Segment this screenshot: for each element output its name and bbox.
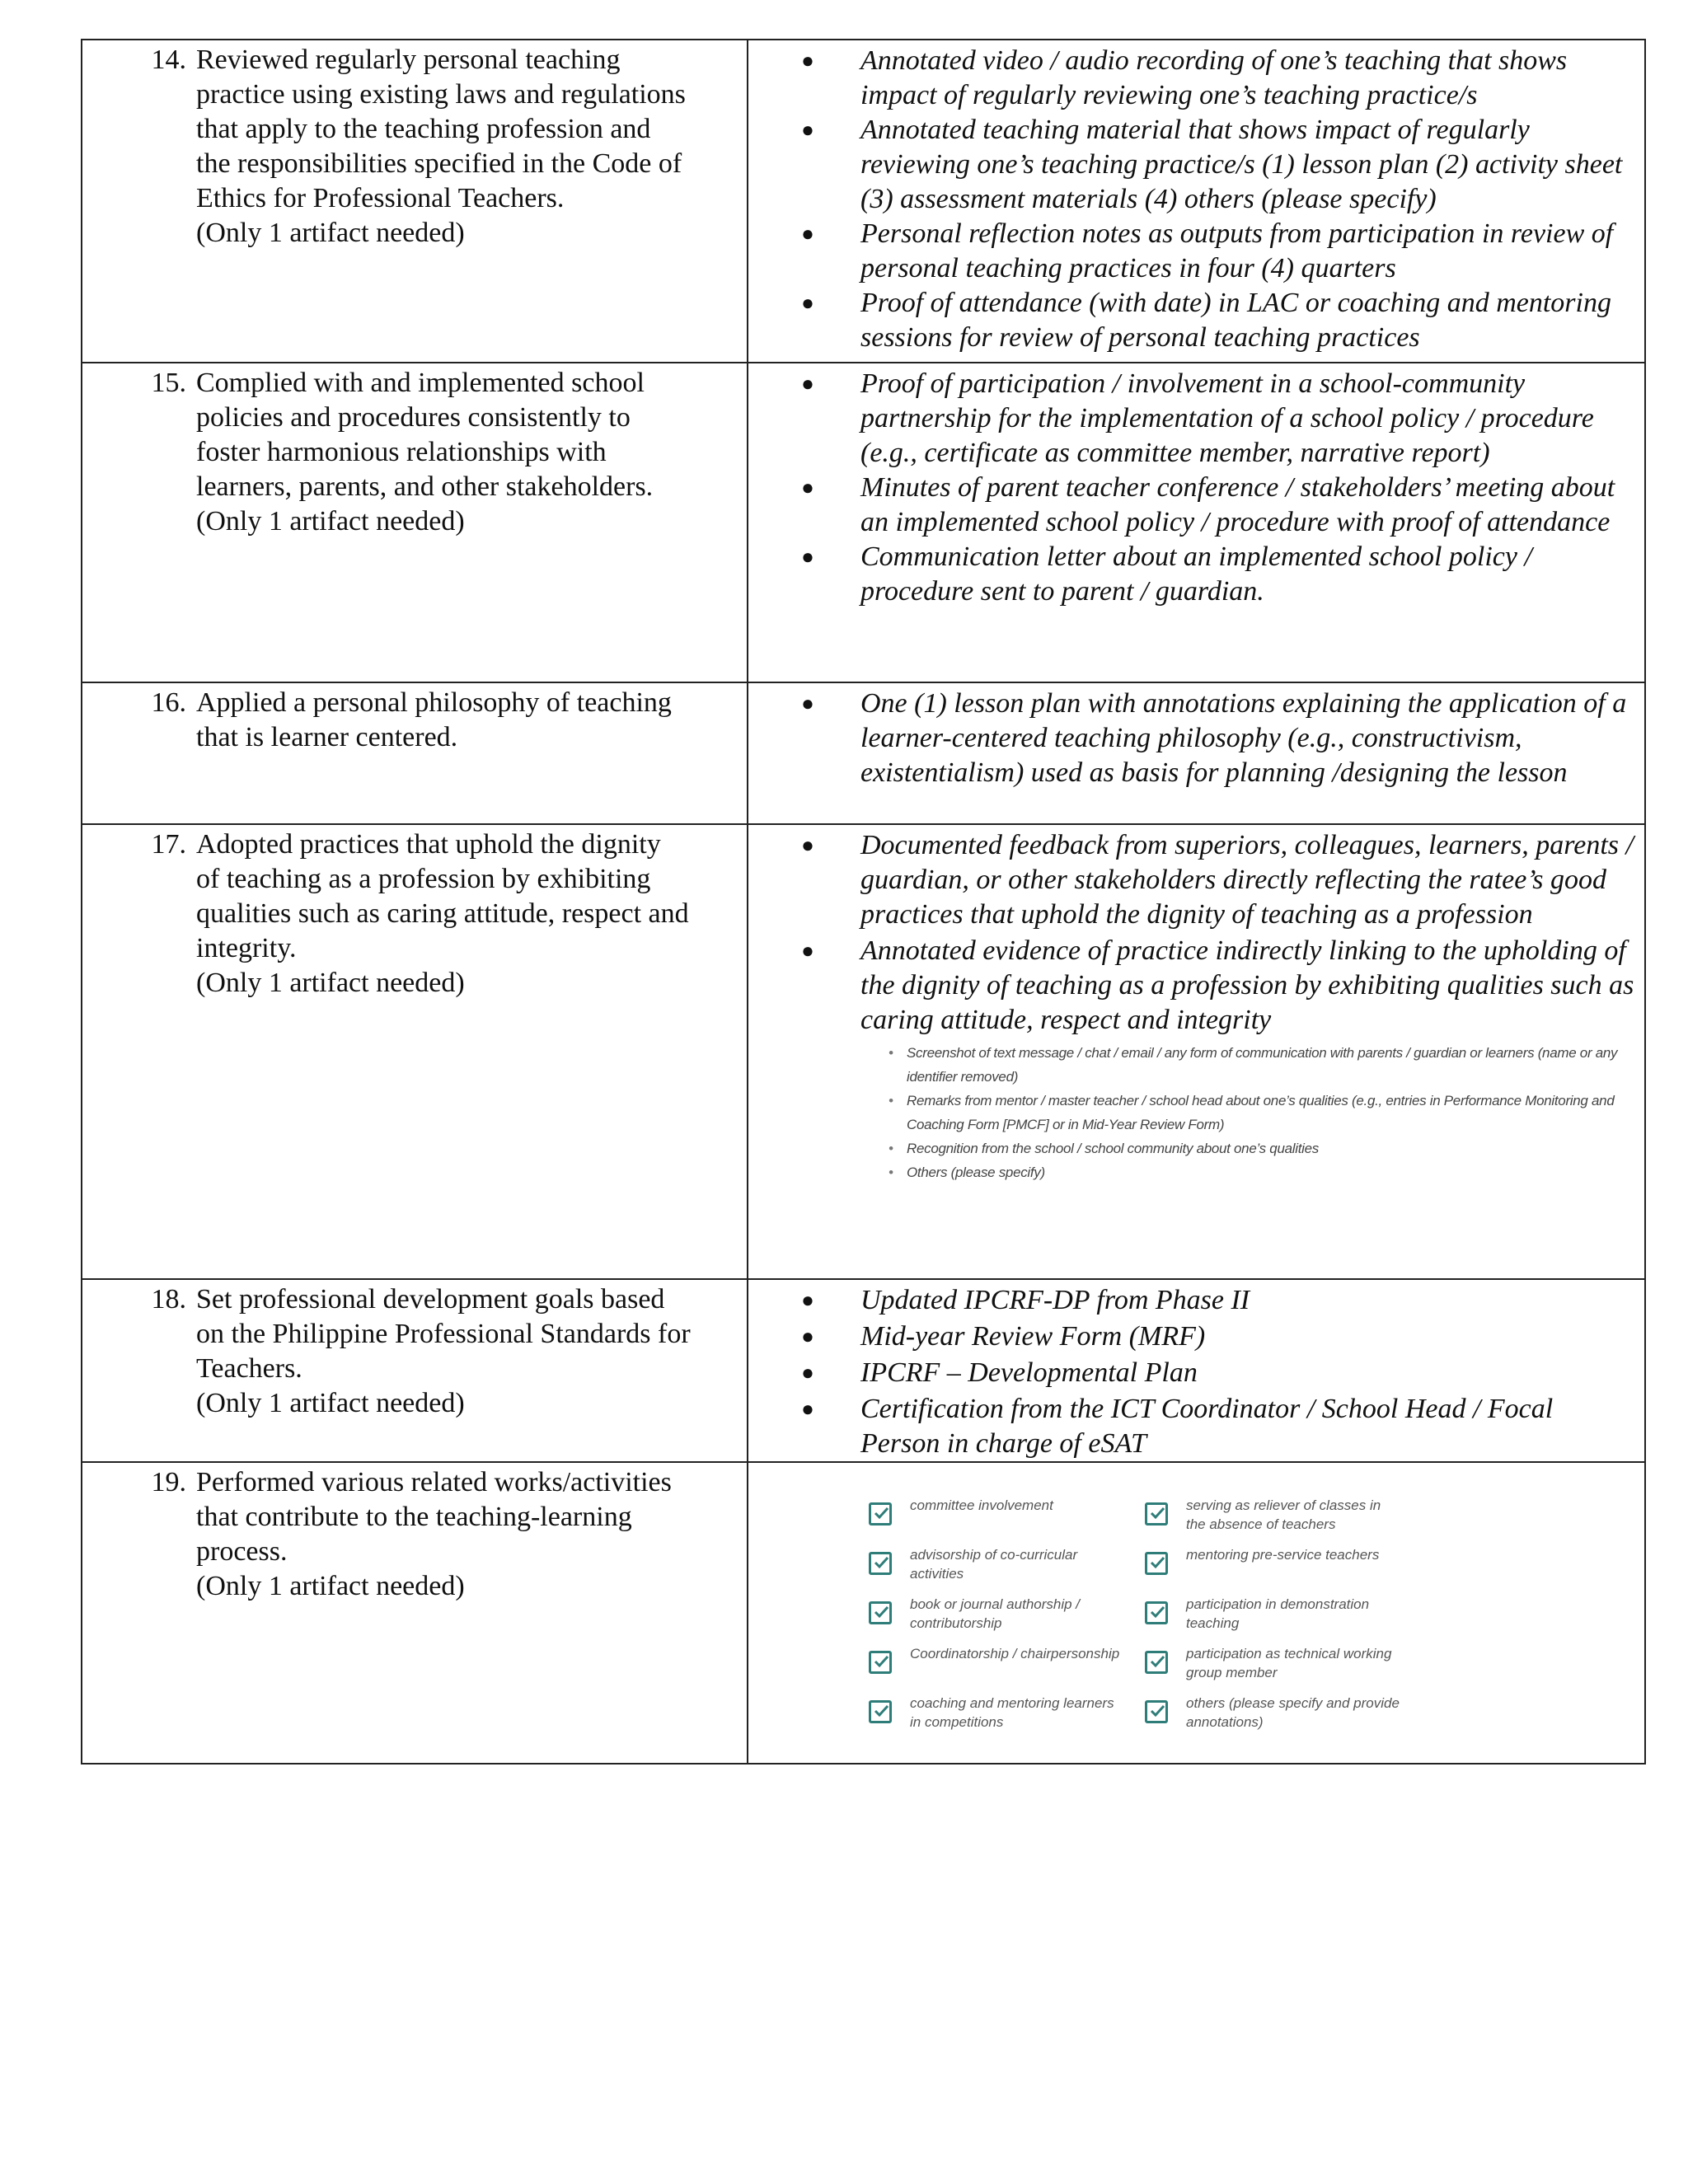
bullet-icon: ● [801, 372, 814, 396]
checklist-label: serving as reliever of classes in the absence of teachers [1186, 1497, 1381, 1532]
artifacts-cell [748, 1279, 1645, 1462]
document-page [81, 39, 1646, 1765]
checklist-label: participation in demonstration teaching [1186, 1596, 1370, 1631]
dash-icon: • [889, 1093, 893, 1108]
activity-checklist [869, 1496, 1644, 1738]
indicator-text [196, 366, 747, 539]
checkbox-checked-icon [1145, 1502, 1168, 1526]
indicator-cell [82, 40, 748, 363]
indicator-line: (Only 1 artifact needed) [196, 968, 465, 998]
table-row [82, 1279, 1645, 1462]
indicator-cell [82, 1462, 748, 1764]
sub-item-list [889, 1041, 1644, 1184]
indicator-line: process. [196, 1536, 288, 1567]
indicator-line: Adopted practices that uphold the dignity [196, 829, 661, 860]
indicator-line: Complied with and implemented school [196, 368, 645, 398]
indicator-text [196, 827, 747, 1001]
indicator-number: 16. [151, 687, 186, 718]
list-item [748, 934, 1644, 1038]
sub-item-text: Screenshot of text message / chat / email / any form of communication with parents / guardian or learners (name or any identifier removed) [907, 1045, 1618, 1085]
checkbox-checked-icon [1145, 1700, 1168, 1723]
indicator-line: (Only 1 artifact needed) [196, 506, 465, 537]
bullet-icon: ● [801, 1361, 814, 1385]
indicator-number: 17. [151, 829, 186, 860]
artifact-text: Minutes of parent teacher conference / stakeholders’ meeting about an implemented school policy / procedure with proof of attendance [860, 472, 1615, 537]
list-item [748, 540, 1644, 609]
indicator-line: Performed various related works/activities [196, 1467, 672, 1497]
sub-item [889, 1160, 1644, 1184]
indicator-text [196, 43, 747, 251]
checkbox-checked-icon [869, 1601, 892, 1624]
list-item [748, 471, 1644, 540]
indicator-line: of teaching as a profession by exhibiting [196, 864, 651, 894]
indicator-line: (Only 1 artifact needed) [196, 218, 465, 248]
artifact-text: Mid-year Review Form (MRF) [860, 1321, 1206, 1352]
dash-icon: • [889, 1165, 893, 1180]
indicator-line: practice using existing laws and regulations [196, 79, 686, 110]
indicator-line: on the Philippine Professional Standards for [196, 1319, 691, 1349]
sub-item [889, 1041, 1644, 1089]
table-row [82, 40, 1645, 363]
checklist-label: Coordinatorship / chairpersonship [910, 1646, 1120, 1661]
bullet-icon: ● [801, 939, 814, 963]
table-row [82, 824, 1645, 1279]
list-item [748, 1283, 1644, 1318]
table-row [82, 363, 1645, 682]
indicator-line: (Only 1 artifact needed) [196, 1388, 465, 1418]
checklist-item [1145, 1545, 1417, 1590]
artifact-text: One (1) lesson plan with annotations explaining the application of a learner-centered teaching philosophy (e.g., constructivism, existentialism) used as basis for planning /designing the lesson [860, 688, 1627, 788]
checklist-label: others (please specify and provide annotations) [1186, 1695, 1400, 1730]
checklist-item [1145, 1595, 1417, 1639]
checklist-label: mentoring pre-service teachers [1186, 1547, 1380, 1563]
bullet-icon: ● [801, 118, 814, 142]
indicator-number: 19. [151, 1467, 186, 1497]
indicator-line: Set professional development goals based [196, 1284, 665, 1315]
indicator-cell [82, 824, 748, 1279]
list-item [748, 1319, 1644, 1354]
artifact-text: Annotated video / audio recording of one’s teaching that shows impact of regularly reviewing one’s teaching practice/s [860, 45, 1568, 110]
indicator-text [196, 686, 747, 755]
artifact-text: Communication letter about an implemented school policy / procedure sent to parent / guardian. [860, 541, 1532, 607]
bullet-icon: ● [801, 1324, 814, 1348]
checklist-item [869, 1595, 1145, 1639]
bullet-icon: ● [801, 291, 814, 315]
bullet-icon: ● [801, 1397, 814, 1421]
indicator-number: 15. [151, 368, 186, 398]
list-item [748, 828, 1644, 932]
checklist-item [869, 1694, 1145, 1738]
list-item [748, 44, 1644, 113]
sub-item-text: Recognition from the school / school community about one’s qualities [907, 1141, 1319, 1156]
list-item [748, 1392, 1644, 1461]
checklist-label: participation as technical working group member [1186, 1646, 1392, 1680]
dash-icon: • [889, 1045, 893, 1061]
checkbox-checked-icon [869, 1651, 892, 1674]
sub-item [889, 1137, 1644, 1160]
checklist-item [1145, 1644, 1417, 1689]
list-item [748, 687, 1644, 790]
checkbox-checked-icon [869, 1552, 892, 1575]
artifacts-cell [748, 682, 1645, 824]
artifacts-cell [748, 824, 1645, 1279]
bullet-icon: ● [801, 222, 814, 246]
list-item [748, 367, 1644, 471]
bullet-icon: ● [801, 833, 814, 857]
indicator-cell [82, 363, 748, 682]
indicator-text [196, 1282, 747, 1421]
checklist-item [869, 1545, 1145, 1590]
indicator-line: Applied a personal philosophy of teaching [196, 687, 672, 718]
indicator-line: learners, parents, and other stakeholders. [196, 471, 654, 502]
artifacts-cell [748, 363, 1645, 682]
bullet-icon: ● [801, 49, 814, 73]
list-item [748, 113, 1644, 217]
indicator-line: Ethics for Professional Teachers. [196, 183, 565, 213]
list-item [748, 217, 1644, 286]
indicator-cell [82, 682, 748, 824]
indicator-line: (Only 1 artifact needed) [196, 1571, 465, 1601]
indicator-line: foster harmonious relationships with [196, 437, 607, 467]
checkbox-checked-icon [1145, 1651, 1168, 1674]
artifacts-cell [748, 1462, 1645, 1764]
table-row [82, 1462, 1645, 1764]
checklist-item [869, 1496, 1145, 1540]
checkbox-checked-icon [869, 1700, 892, 1723]
table-row [82, 682, 1645, 824]
indicator-text [196, 1465, 747, 1604]
indicator-line: Reviewed regularly personal teaching [196, 45, 621, 75]
bullet-icon: ● [801, 1288, 814, 1312]
artifact-text: Documented feedback from superiors, colleagues, learners, parents / guardian, or other stakeholders directly reflecting the ratee’s good practices that uphold the dignity of teaching as a profession [860, 830, 1634, 930]
artifact-text: Proof of attendance (with date) in LAC or coaching and mentoring sessions for review of personal teaching practices [860, 288, 1611, 353]
artifact-text: Personal reflection notes as outputs from participation in review of personal teaching practices in four (4) quarters [860, 218, 1614, 284]
artifact-text: Updated IPCRF-DP from Phase II [860, 1285, 1250, 1315]
sub-item [889, 1089, 1644, 1137]
indicator-line: that contribute to the teaching-learning [196, 1502, 632, 1532]
checklist-label: advisorship of co-curricular activities [910, 1547, 1078, 1582]
checklist-item [1145, 1694, 1417, 1738]
dash-icon: • [889, 1141, 893, 1156]
checkbox-checked-icon [869, 1502, 892, 1526]
checklist-label: coaching and mentoring learners in competitions [910, 1695, 1114, 1730]
sub-item-text: Remarks from mentor / master teacher / school head about one’s qualities (e.g., entries in Performance Monitoring and Coaching Form [PMCF] or in Mid-Year Review Form) [907, 1093, 1615, 1132]
list-item [748, 1356, 1644, 1390]
checkbox-checked-icon [1145, 1552, 1168, 1575]
indicator-number: 14. [151, 45, 186, 75]
checklist-item [869, 1644, 1145, 1689]
indicator-line: that apply to the teaching profession and [196, 114, 651, 144]
bullet-icon: ● [801, 476, 814, 499]
artifacts-cell [748, 40, 1645, 363]
list-item [748, 286, 1644, 355]
indicator-line: the responsibilities specified in the Code of [196, 148, 682, 179]
indicator-number: 18. [151, 1284, 186, 1315]
indicators-table [81, 39, 1646, 1765]
indicator-cell [82, 1279, 748, 1462]
checkbox-checked-icon [1145, 1601, 1168, 1624]
artifact-text: Annotated evidence of practice indirectly linking to the upholding of the dignity of teaching as a profession by exhibiting qualities such as caring attitude, respect and integrity [860, 935, 1634, 1035]
bullet-icon: ● [801, 545, 814, 569]
bullet-icon: ● [801, 691, 814, 715]
checklist-label: book or journal authorship / contributorship [910, 1596, 1081, 1631]
indicator-line: integrity. [196, 933, 297, 963]
checklist-label: committee involvement [910, 1497, 1053, 1513]
indicator-line: Teachers. [196, 1353, 302, 1384]
indicator-line: qualities such as caring attitude, respect and [196, 898, 689, 929]
artifact-text: Annotated teaching material that shows impact of regularly reviewing one’s teaching practice/s (1) lesson plan (2) activity sheet (3) assessment materials (4) others (please specify) [860, 115, 1623, 214]
artifact-text: IPCRF – Developmental Plan [860, 1357, 1198, 1388]
artifact-text: Certification from the ICT Coordinator / School Head / Focal Person in charge of eSAT [860, 1394, 1554, 1459]
checklist-item [1145, 1496, 1417, 1540]
artifact-text: Proof of participation / involvement in a school-community partnership for the implementation of a school policy / procedure (e.g., certificate as committee member, narrative report) [860, 368, 1594, 468]
indicator-line: policies and procedures consistently to [196, 402, 631, 433]
sub-item-text: Others (please specify) [907, 1165, 1045, 1180]
indicator-line: that is learner centered. [196, 722, 458, 752]
